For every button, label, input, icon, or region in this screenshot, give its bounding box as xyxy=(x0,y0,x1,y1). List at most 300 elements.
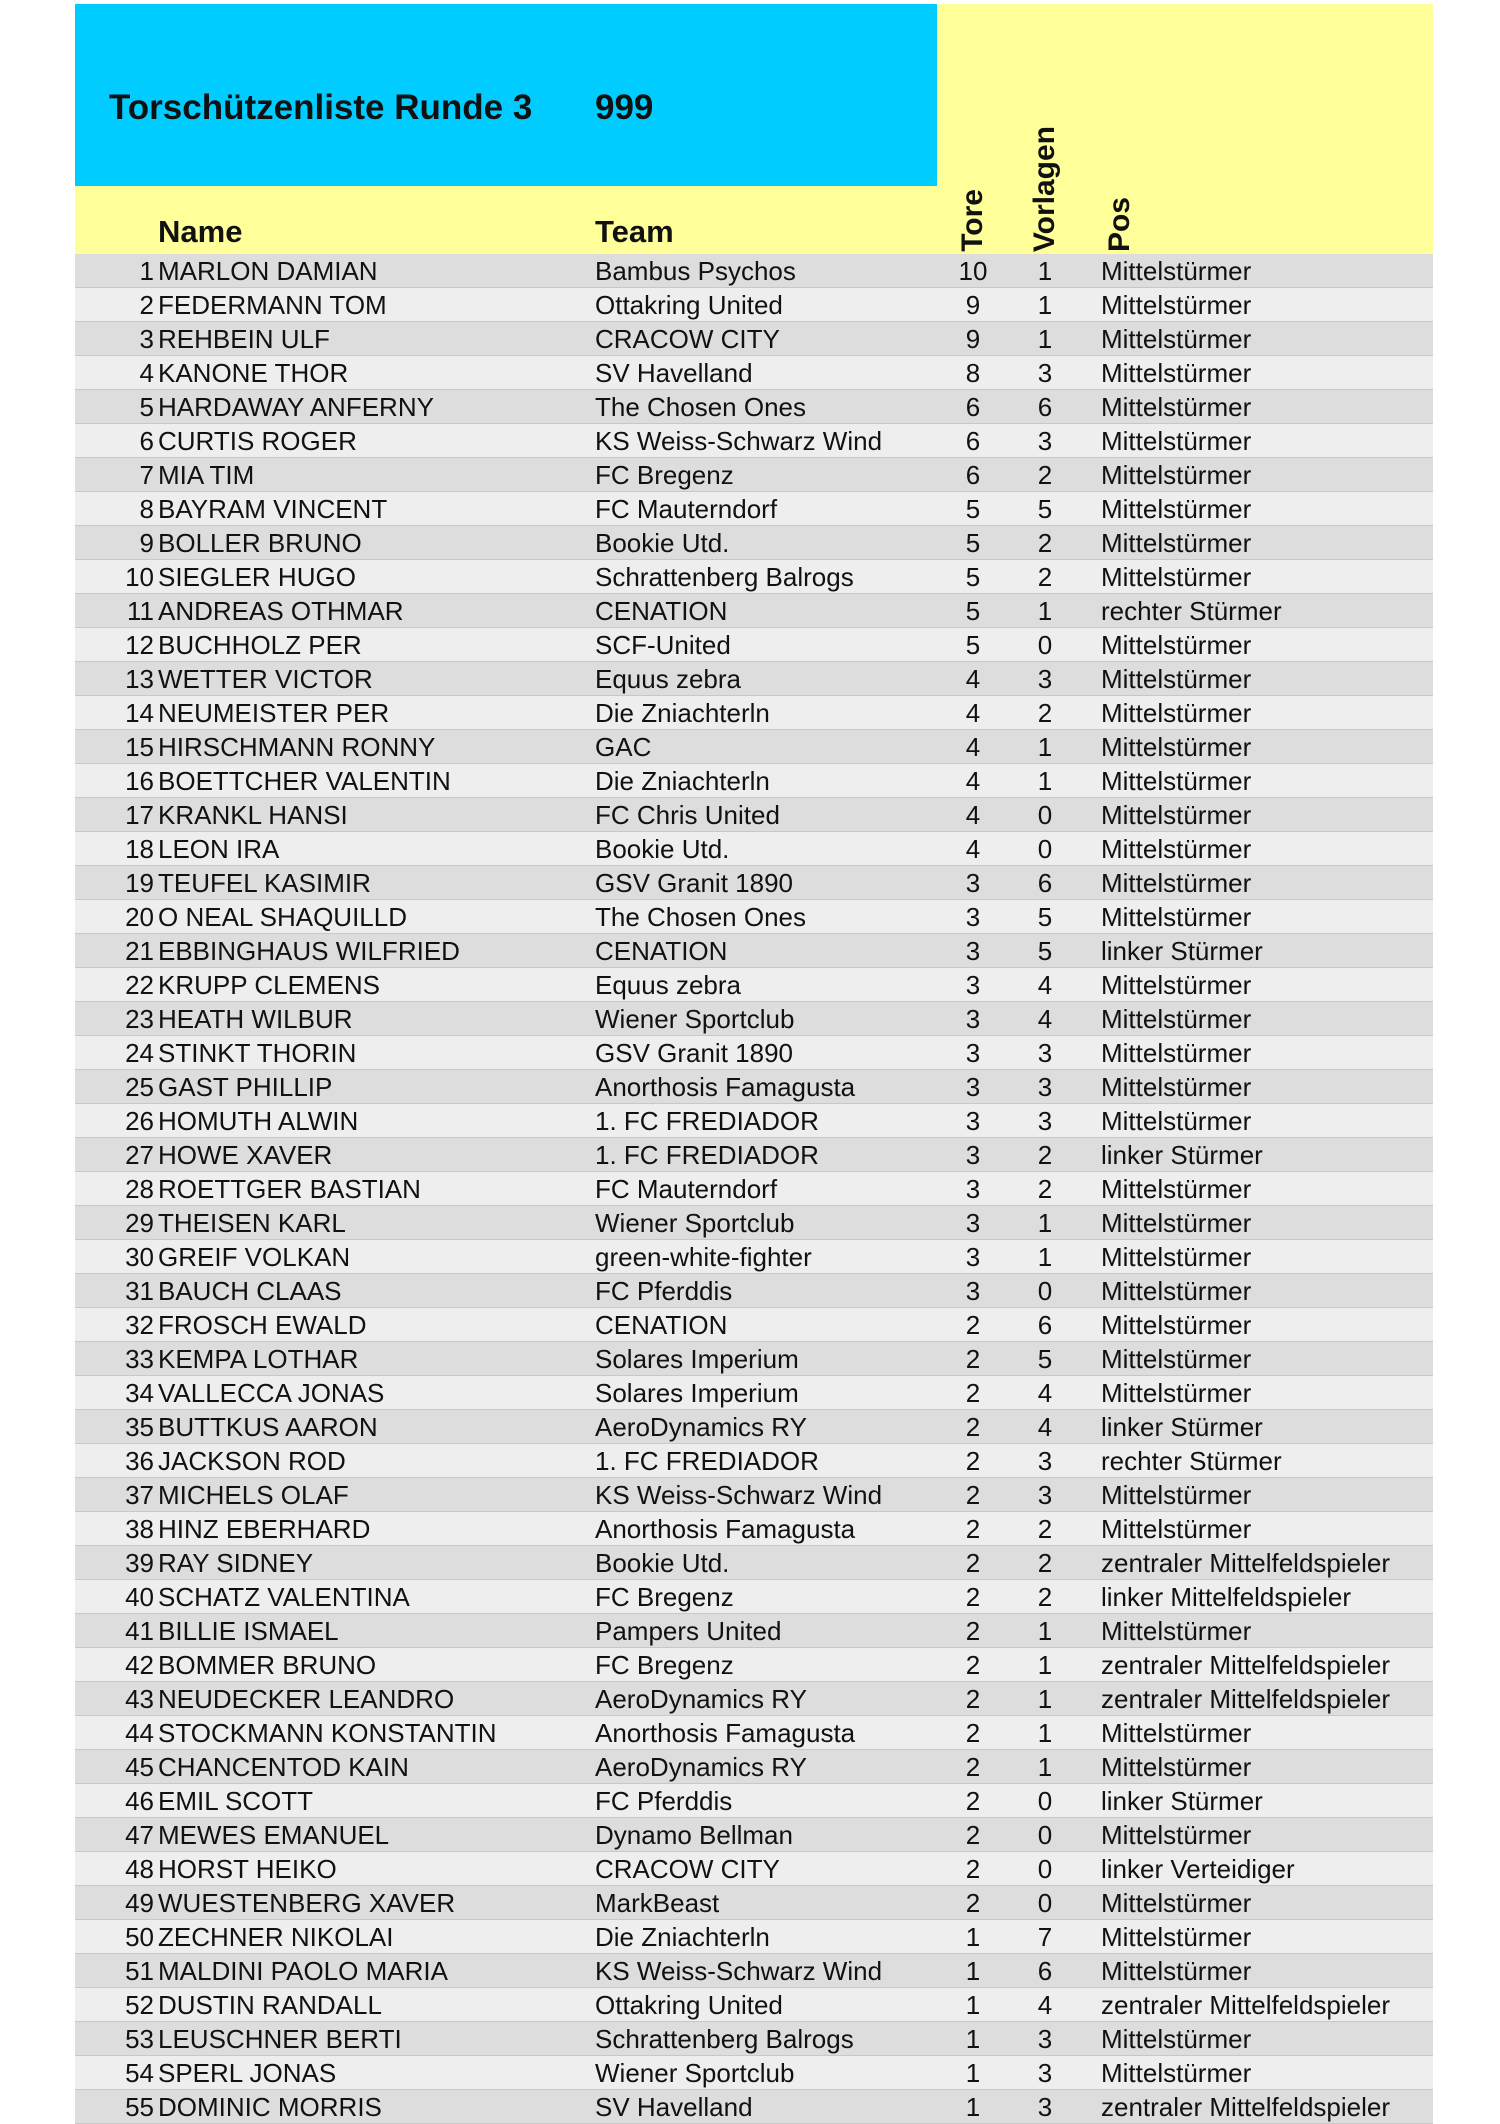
position-cell: Mittelstürmer xyxy=(1101,1480,1252,1510)
team-cell: GSV Granit 1890 xyxy=(595,868,793,898)
goals-cell: 1 xyxy=(965,1956,981,1986)
position-cell: Mittelstürmer xyxy=(1101,1004,1252,1034)
assists-cell: 4 xyxy=(1037,1378,1053,1408)
assists-cell: 4 xyxy=(1037,970,1053,1000)
goals-cell: 2 xyxy=(965,1888,981,1918)
assists-cell: 6 xyxy=(1037,868,1053,898)
rank-cell: 10 xyxy=(125,562,154,592)
player-name-cell: CURTIS ROGER xyxy=(158,426,357,456)
table-row xyxy=(75,356,1433,390)
position-cell: Mittelstürmer xyxy=(1101,358,1252,388)
position-cell: zentraler Mittelfeldspieler xyxy=(1101,2092,1391,2122)
player-name-cell: FEDERMANN TOM xyxy=(158,290,387,320)
assists-cell: 5 xyxy=(1037,1344,1053,1374)
table-row xyxy=(75,424,1433,458)
rank-cell: 18 xyxy=(125,834,154,864)
goals-cell: 2 xyxy=(965,1378,981,1408)
rank-cell: 33 xyxy=(125,1344,154,1374)
team-cell: FC Pferddis xyxy=(595,1276,733,1306)
team-cell: CENATION xyxy=(595,1310,728,1340)
team-cell: AeroDynamics RY xyxy=(595,1752,807,1782)
assists-cell: 4 xyxy=(1037,1004,1053,1034)
rank-cell: 31 xyxy=(125,1276,154,1306)
rank-cell: 38 xyxy=(125,1514,154,1544)
rank-cell: 21 xyxy=(125,936,154,966)
team-cell: FC Bregenz xyxy=(595,1650,734,1680)
player-name-cell: EBBINGHAUS WILFRIED xyxy=(158,936,460,966)
rank-cell: 48 xyxy=(125,1854,154,1884)
player-name-cell: MARLON DAMIAN xyxy=(158,256,378,286)
position-cell: Mittelstürmer xyxy=(1101,1514,1252,1544)
player-name-cell: HEATH WILBUR xyxy=(158,1004,353,1034)
rank-cell: 12 xyxy=(125,630,154,660)
position-cell: linker Stürmer xyxy=(1101,1140,1263,1170)
rank-cell: 13 xyxy=(125,664,154,694)
rank-cell: 43 xyxy=(125,1684,154,1714)
position-cell: Mittelstürmer xyxy=(1101,494,1252,524)
goals-cell: 3 xyxy=(965,1242,981,1272)
table-row xyxy=(75,764,1433,798)
player-name-cell: DOMINIC MORRIS xyxy=(158,2092,382,2122)
team-cell: GSV Granit 1890 xyxy=(595,1038,793,1068)
goals-cell: 4 xyxy=(965,834,981,864)
goals-cell: 2 xyxy=(965,1820,981,1850)
team-cell: Schrattenberg Balrogs xyxy=(595,562,854,592)
goals-cell: 3 xyxy=(965,1174,981,1204)
player-name-cell: HOMUTH ALWIN xyxy=(158,1106,359,1136)
player-name-cell: BILLIE ISMAEL xyxy=(158,1616,339,1646)
goals-cell: 5 xyxy=(965,596,981,626)
table-row xyxy=(75,1104,1433,1138)
assists-cell: 0 xyxy=(1037,834,1053,864)
team-cell: KS Weiss-Schwarz Wind xyxy=(595,1480,883,1510)
player-name-cell: WUESTENBERG XAVER xyxy=(158,1888,456,1918)
assists-cell: 3 xyxy=(1037,2024,1053,2054)
rank-cell: 44 xyxy=(125,1718,154,1748)
title-block xyxy=(75,4,1433,254)
team-cell: Bookie Utd. xyxy=(595,528,730,558)
assists-cell: 1 xyxy=(1037,596,1053,626)
position-cell: Mittelstürmer xyxy=(1101,732,1252,762)
player-name-cell: BOETTCHER VALENTIN xyxy=(158,766,451,796)
assists-cell: 3 xyxy=(1037,1446,1053,1476)
team-cell: AeroDynamics RY xyxy=(595,1684,807,1714)
assists-cell: 5 xyxy=(1037,494,1053,524)
position-cell: Mittelstürmer xyxy=(1101,1378,1252,1408)
table-row xyxy=(75,254,1433,288)
assists-cell: 1 xyxy=(1037,1616,1053,1646)
team-cell: Ottakring United xyxy=(595,1990,783,2020)
rank-cell: 23 xyxy=(125,1004,154,1034)
goals-cell: 3 xyxy=(965,1106,981,1136)
table-row xyxy=(75,594,1433,628)
player-name-cell: MEWES EMANUEL xyxy=(158,1820,390,1850)
table-row xyxy=(75,458,1433,492)
rank-cell: 1 xyxy=(139,256,154,286)
team-cell: Solares Imperium xyxy=(595,1344,799,1374)
team-cell: CRACOW CITY xyxy=(595,1854,780,1884)
goals-cell: 2 xyxy=(965,1446,981,1476)
rank-cell: 50 xyxy=(125,1922,154,1952)
player-name-cell: WETTER VICTOR xyxy=(158,664,373,694)
player-name-cell: SCHATZ VALENTINA xyxy=(158,1582,410,1612)
table-row xyxy=(75,1546,1433,1580)
assists-cell: 1 xyxy=(1037,256,1053,286)
table-row xyxy=(75,1716,1433,1750)
header-background-right xyxy=(937,4,1433,254)
player-name-cell: HOWE XAVER xyxy=(158,1140,333,1170)
position-cell: Mittelstürmer xyxy=(1101,1106,1252,1136)
table-row xyxy=(75,2090,1433,2124)
position-cell: Mittelstürmer xyxy=(1101,868,1252,898)
goals-cell: 3 xyxy=(965,1140,981,1170)
goals-cell: 2 xyxy=(965,1650,981,1680)
assists-cell: 3 xyxy=(1037,1072,1053,1102)
table-row xyxy=(75,832,1433,866)
assists-cell: 7 xyxy=(1037,1922,1053,1952)
goals-cell: 3 xyxy=(965,1208,981,1238)
table-row xyxy=(75,2022,1433,2056)
rank-cell: 8 xyxy=(139,494,154,524)
team-cell: FC Mauterndorf xyxy=(595,1174,778,1204)
position-cell: linker Stürmer xyxy=(1101,1412,1263,1442)
player-name-cell: LEON IRA xyxy=(158,834,280,864)
rank-cell: 34 xyxy=(125,1378,154,1408)
table-row xyxy=(75,1750,1433,1784)
rank-cell: 6 xyxy=(139,426,154,456)
goals-cell: 9 xyxy=(965,324,981,354)
position-cell: Mittelstürmer xyxy=(1101,1956,1252,1986)
rank-cell: 15 xyxy=(125,732,154,762)
player-name-cell: KRANKL HANSI xyxy=(158,800,348,830)
player-name-cell: O NEAL SHAQUILLD xyxy=(158,902,408,932)
player-name-cell: STINKT THORIN xyxy=(158,1038,357,1068)
goals-cell: 4 xyxy=(965,664,981,694)
player-name-cell: SPERL JONAS xyxy=(158,2058,337,2088)
team-cell: FC Chris United xyxy=(595,800,780,830)
goals-cell: 3 xyxy=(965,1276,981,1306)
table-row xyxy=(75,1818,1433,1852)
player-name-cell: BUCHHOLZ PER xyxy=(158,630,362,660)
rank-cell: 35 xyxy=(125,1412,154,1442)
rank-cell: 41 xyxy=(125,1616,154,1646)
team-cell: green-white-fighter xyxy=(595,1242,812,1272)
player-name-cell: GREIF VOLKAN xyxy=(158,1242,351,1272)
table-row xyxy=(75,1648,1433,1682)
assists-cell: 5 xyxy=(1037,902,1053,932)
goals-cell: 3 xyxy=(965,1038,981,1068)
rank-cell: 7 xyxy=(139,460,154,490)
position-cell: Mittelstürmer xyxy=(1101,630,1252,660)
table-row xyxy=(75,1580,1433,1614)
assists-cell: 1 xyxy=(1037,766,1053,796)
assists-cell: 2 xyxy=(1037,528,1053,558)
rank-cell: 17 xyxy=(125,800,154,830)
goals-cell: 1 xyxy=(965,2058,981,2088)
assists-cell: 6 xyxy=(1037,1310,1053,1340)
team-cell: Bookie Utd. xyxy=(595,1548,730,1578)
player-name-cell: JACKSON ROD xyxy=(158,1446,346,1476)
rank-cell: 27 xyxy=(125,1140,154,1170)
team-cell: Bambus Psychos xyxy=(595,256,796,286)
goals-cell: 6 xyxy=(965,392,981,422)
player-name-cell: KEMPA LOTHAR xyxy=(158,1344,359,1374)
table-row xyxy=(75,866,1433,900)
rank-cell: 5 xyxy=(139,392,154,422)
team-cell: Ottakring United xyxy=(595,290,783,320)
position-cell: Mittelstürmer xyxy=(1101,698,1252,728)
goals-cell: 3 xyxy=(965,902,981,932)
assists-cell: 2 xyxy=(1037,1514,1053,1544)
position-cell: Mittelstürmer xyxy=(1101,392,1252,422)
position-cell: Mittelstürmer xyxy=(1101,800,1252,830)
position-cell: zentraler Mittelfeldspieler xyxy=(1101,1990,1391,2020)
column-header-vorlagen: Vorlagen xyxy=(1028,125,1061,252)
position-cell: linker Stürmer xyxy=(1101,936,1263,966)
table-row xyxy=(75,696,1433,730)
assists-cell: 1 xyxy=(1037,324,1053,354)
assists-cell: 0 xyxy=(1037,630,1053,660)
rank-cell: 16 xyxy=(125,766,154,796)
position-cell: Mittelstürmer xyxy=(1101,256,1252,286)
table-row xyxy=(75,1886,1433,1920)
goals-cell: 2 xyxy=(965,1582,981,1612)
table-row xyxy=(75,1138,1433,1172)
table-row xyxy=(75,1206,1433,1240)
goals-cell: 4 xyxy=(965,766,981,796)
position-cell: Mittelstürmer xyxy=(1101,1820,1252,1850)
assists-cell: 1 xyxy=(1037,1242,1053,1272)
table-row xyxy=(75,1274,1433,1308)
assists-cell: 1 xyxy=(1037,290,1053,320)
assists-cell: 2 xyxy=(1037,1140,1053,1170)
team-cell: FC Pferddis xyxy=(595,1786,733,1816)
table-row xyxy=(75,968,1433,1002)
goals-cell: 8 xyxy=(965,358,981,388)
goals-cell: 3 xyxy=(965,1072,981,1102)
assists-cell: 2 xyxy=(1037,698,1053,728)
rank-cell: 52 xyxy=(125,1990,154,2020)
goals-cell: 3 xyxy=(965,936,981,966)
player-name-cell: CHANCENTOD KAIN xyxy=(158,1752,409,1782)
goals-cell: 3 xyxy=(965,970,981,1000)
rank-cell: 51 xyxy=(125,1956,154,1986)
assists-cell: 1 xyxy=(1037,1718,1053,1748)
team-cell: Schrattenberg Balrogs xyxy=(595,2024,854,2054)
table-row xyxy=(75,1614,1433,1648)
goals-cell: 2 xyxy=(965,1514,981,1544)
team-cell: Solares Imperium xyxy=(595,1378,799,1408)
goals-cell: 5 xyxy=(965,630,981,660)
table-row xyxy=(75,1002,1433,1036)
player-name-cell: TEUFEL KASIMIR xyxy=(158,868,371,898)
rank-cell: 11 xyxy=(127,596,154,626)
rank-cell: 2 xyxy=(139,290,154,320)
player-name-cell: DUSTIN RANDALL xyxy=(158,1990,382,2020)
position-cell: Mittelstürmer xyxy=(1101,2058,1252,2088)
rank-cell: 36 xyxy=(125,1446,154,1476)
player-name-cell: ANDREAS OTHMAR xyxy=(158,596,404,626)
assists-cell: 0 xyxy=(1037,1786,1053,1816)
player-name-cell: NEUDECKER LEANDRO xyxy=(158,1684,455,1714)
player-name-cell: BOMMER BRUNO xyxy=(158,1650,377,1680)
position-cell: Mittelstürmer xyxy=(1101,1242,1252,1272)
team-cell: Die Zniachterln xyxy=(595,698,770,728)
position-cell: Mittelstürmer xyxy=(1101,970,1252,1000)
goals-cell: 10 xyxy=(958,256,988,286)
player-name-cell: HARDAWAY ANFERNY xyxy=(158,392,434,422)
table-row xyxy=(75,798,1433,832)
table-row xyxy=(75,1920,1433,1954)
table-row xyxy=(75,1240,1433,1274)
table-row xyxy=(75,1342,1433,1376)
assists-cell: 2 xyxy=(1037,562,1053,592)
position-cell: Mittelstürmer xyxy=(1101,902,1252,932)
player-name-cell: HINZ EBERHARD xyxy=(158,1514,371,1544)
team-cell: CENATION xyxy=(595,596,728,626)
assists-cell: 6 xyxy=(1037,1956,1053,1986)
position-cell: Mittelstürmer xyxy=(1101,664,1252,694)
assists-cell: 1 xyxy=(1037,1650,1053,1680)
position-cell: rechter Stürmer xyxy=(1101,1446,1282,1476)
assists-cell: 3 xyxy=(1037,2092,1053,2122)
goals-cell: 2 xyxy=(965,1548,981,1578)
table-row xyxy=(75,1478,1433,1512)
player-name-cell: REHBEIN ULF xyxy=(158,324,330,354)
position-cell: Mittelstürmer xyxy=(1101,1072,1252,1102)
position-cell: Mittelstürmer xyxy=(1101,834,1252,864)
team-cell: The Chosen Ones xyxy=(595,902,807,932)
table-row xyxy=(75,1988,1433,2022)
table-row xyxy=(75,288,1433,322)
assists-cell: 3 xyxy=(1037,1106,1053,1136)
assists-cell: 3 xyxy=(1037,1038,1053,1068)
table-row xyxy=(75,390,1433,424)
table-row xyxy=(75,662,1433,696)
rank-cell: 32 xyxy=(125,1310,154,1340)
player-name-cell: THEISEN KARL xyxy=(158,1208,346,1238)
team-cell: Wiener Sportclub xyxy=(595,1208,795,1238)
title-number: 999 xyxy=(595,88,654,127)
player-name-cell: VALLECCA JONAS xyxy=(158,1378,385,1408)
goals-cell: 5 xyxy=(965,494,981,524)
table-row xyxy=(75,1376,1433,1410)
goals-cell: 2 xyxy=(965,1310,981,1340)
goals-cell: 4 xyxy=(965,732,981,762)
table-row xyxy=(75,1444,1433,1478)
table-row xyxy=(75,1954,1433,1988)
assists-cell: 1 xyxy=(1037,732,1053,762)
assists-cell: 2 xyxy=(1037,1582,1053,1612)
rank-cell: 53 xyxy=(125,2024,154,2054)
rank-cell: 29 xyxy=(125,1208,154,1238)
player-name-cell: MICHELS OLAF xyxy=(158,1480,349,1510)
player-name-cell: ZECHNER NIKOLAI xyxy=(158,1922,394,1952)
assists-cell: 3 xyxy=(1037,2058,1053,2088)
assists-cell: 2 xyxy=(1037,460,1053,490)
assists-cell: 1 xyxy=(1037,1684,1053,1714)
assists-cell: 0 xyxy=(1037,800,1053,830)
team-cell: Anorthosis Famagusta xyxy=(595,1072,856,1102)
position-cell: Mittelstürmer xyxy=(1101,2024,1252,2054)
team-cell: AeroDynamics RY xyxy=(595,1412,807,1442)
rank-cell: 30 xyxy=(125,1242,154,1272)
position-cell: zentraler Mittelfeldspieler xyxy=(1101,1548,1391,1578)
rank-cell: 47 xyxy=(125,1820,154,1850)
team-cell: Wiener Sportclub xyxy=(595,1004,795,1034)
assists-cell: 3 xyxy=(1037,426,1053,456)
assists-cell: 3 xyxy=(1037,358,1053,388)
team-cell: KS Weiss-Schwarz Wind xyxy=(595,426,883,456)
player-name-cell: BAYRAM VINCENT xyxy=(158,494,388,524)
player-name-cell: ROETTGER BASTIAN xyxy=(158,1174,421,1204)
table-row xyxy=(75,1036,1433,1070)
team-cell: 1. FC FREDIADOR xyxy=(595,1106,819,1136)
position-cell: linker Stürmer xyxy=(1101,1786,1263,1816)
team-cell: Die Zniachterln xyxy=(595,1922,770,1952)
position-cell: Mittelstürmer xyxy=(1101,426,1252,456)
rank-cell: 25 xyxy=(125,1072,154,1102)
player-name-cell: KANONE THOR xyxy=(158,358,349,388)
goals-cell: 1 xyxy=(965,2024,981,2054)
team-cell: SV Havelland xyxy=(595,358,753,388)
goals-cell: 2 xyxy=(965,1786,981,1816)
position-cell: Mittelstürmer xyxy=(1101,1208,1252,1238)
rank-cell: 45 xyxy=(125,1752,154,1782)
player-name-cell: HORST HEIKO xyxy=(158,1854,337,1884)
assists-cell: 2 xyxy=(1037,1174,1053,1204)
table-row xyxy=(75,1308,1433,1342)
rank-cell: 22 xyxy=(125,970,154,1000)
position-cell: Mittelstürmer xyxy=(1101,1922,1252,1952)
rank-cell: 19 xyxy=(125,868,154,898)
team-cell: FC Bregenz xyxy=(595,1582,734,1612)
player-name-cell: GAST PHILLIP xyxy=(158,1072,333,1102)
goals-cell: 3 xyxy=(965,1004,981,1034)
goals-cell: 2 xyxy=(965,1718,981,1748)
table-row xyxy=(75,322,1433,356)
assists-cell: 3 xyxy=(1037,664,1053,694)
position-cell: linker Mittelfeldspieler xyxy=(1101,1582,1351,1612)
rank-cell: 24 xyxy=(125,1038,154,1068)
goals-cell: 4 xyxy=(965,800,981,830)
player-name-cell: STOCKMANN KONSTANTIN xyxy=(158,1718,497,1748)
table-row xyxy=(75,1172,1433,1206)
player-name-cell: SIEGLER HUGO xyxy=(158,562,356,592)
goals-cell: 6 xyxy=(965,426,981,456)
assists-cell: 0 xyxy=(1037,1820,1053,1850)
team-cell: Dynamo Bellman xyxy=(595,1820,793,1850)
goals-cell: 2 xyxy=(965,1752,981,1782)
goals-cell: 2 xyxy=(965,1854,981,1884)
position-cell: Mittelstürmer xyxy=(1101,324,1252,354)
team-cell: The Chosen Ones xyxy=(595,392,807,422)
table-row xyxy=(75,526,1433,560)
player-name-cell: MIA TIM xyxy=(158,460,255,490)
goals-cell: 2 xyxy=(965,1344,981,1374)
goals-cell: 1 xyxy=(965,2092,981,2122)
team-cell: SV Havelland xyxy=(595,2092,753,2122)
table-row xyxy=(75,1070,1433,1104)
scorer-sheet xyxy=(75,4,1433,2124)
assists-cell: 4 xyxy=(1037,1990,1053,2020)
team-cell: 1. FC FREDIADOR xyxy=(595,1140,819,1170)
player-name-cell: KRUPP CLEMENS xyxy=(158,970,381,1000)
assists-cell: 1 xyxy=(1037,1208,1053,1238)
team-cell: 1. FC FREDIADOR xyxy=(595,1446,819,1476)
position-cell: linker Verteidiger xyxy=(1101,1854,1295,1884)
position-cell: Mittelstürmer xyxy=(1101,1276,1252,1306)
